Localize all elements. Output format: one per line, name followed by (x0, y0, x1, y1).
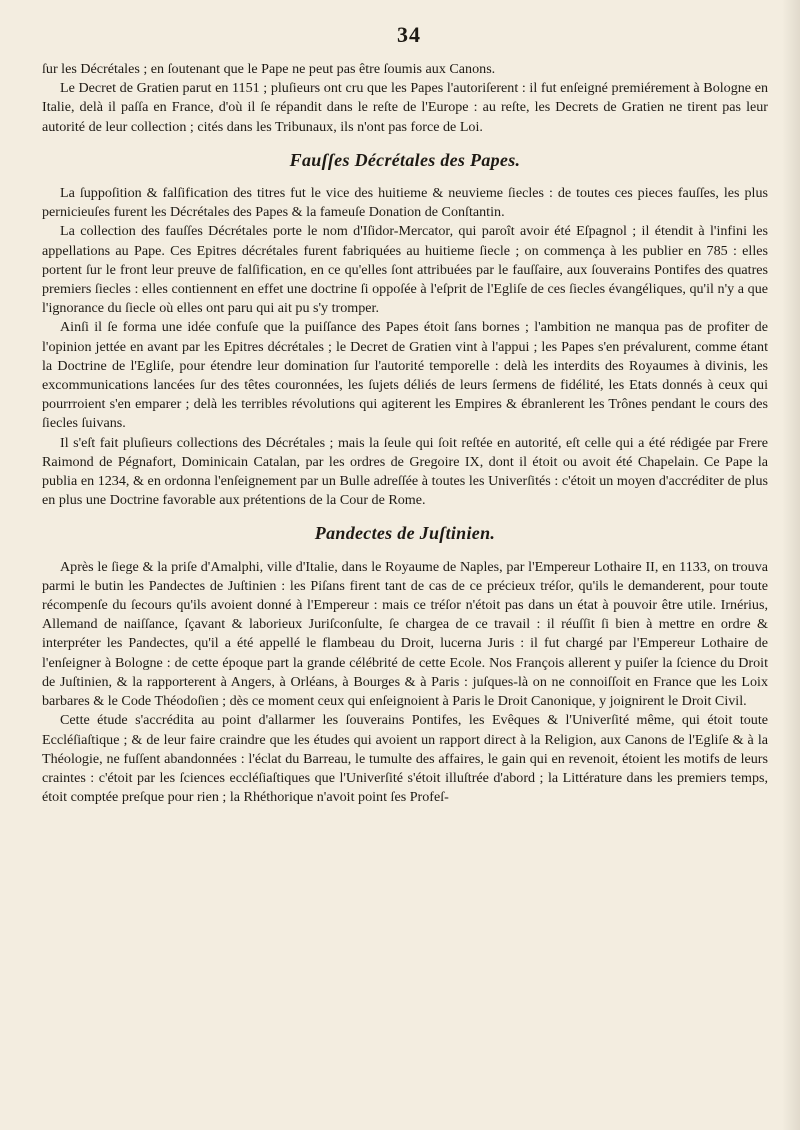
paragraph: ſur les Décrétales ; en ſoutenant que le Pape ne peut pas être ſoumis aux Canons. (42, 61, 496, 77)
paragraph: Ainſi il ſe forma une idée confuſe que la puiſſance des Papes étoit ſans bornes ; l'ambition ne manqua pas de profiter de l'opinion jettée en avant par les Epitres décrétales ; le Decret de Gratien vint à l'appui ; les Papes s'en prévalurent, comme étant la Doctrine de l'Egliſe, pour étendre leur domination ſur l'autorité temporelle : delà les interdits des Royaumes à divinis, les excommunications lancées ſur des têtes couronnées, les ſujets déliés de leurs ſermens de fidélité, les Etats donnés à ceux qui pourrroient s'en emparer ; delà les terribles révolutions qui agiterent les Empires & ébranlerent les Trônes pendant le cours des ſiecles ſuivans. (42, 319, 768, 432)
paragraph: Il s'eſt fait pluſieurs collections des Décrétales ; mais la ſeule qui ſoit reſtée en autorité, eſt celle qui a été rédigée par Frere Raimond de Pégnafort, Dominicain Catalan, par les ordres de Gregoire IX, dont il étoit ou avoit été Chapelain. Ce Pape la publia en 1234, & en ordonna l'enſeignement par un Bulle adreſſée à toutes les Univerſités : c'étoit un moyen d'accréditer de plus en plus une Doctrine favorable aux prétentions de la Cour de Rome. (42, 434, 768, 509)
paragraph: Après le ſiege & la priſe d'Amalphi, ville d'Italie, dans le Royaume de Naples, par l'Empereur Lothaire II, en 1133, on trouva parmi le butin les Pandectes de Juſtinien : les Piſans firent tant de cas de ce précieux tréſor, qu'ils le demanderent, pour toute récompenſe du ſecours qu'ils avoient donné à l'Empereur : mais ce tréſor n'étoit pas dans un état à pouvoir être utile. Irnérius, Allemand de naiſſance, ſçavant & laborieux Juriſconſulte, ſe chargea de ce travail : il réuſſit ſi bien à mettre en ordre & interpréter les Pandectes, qu'il a été appellé le flambeau du Droit, lucerna Juris : il fut chargé par l'Empereur Lothaire de l'enſeigner à Bologne : de cette époque part la grande célébrité de cette Ecole. Nos François allerent y puiſer la ſcience du Droit de Juſtinien, & la rapporterent à Angers, à Orléans, à Bourges & à Paris : juſques-là on ne connoiſſoit en France que les Loix barbares & le Code Théodoſien ; dès ce moment ceux qui enſeignoient à Paris le Droit Canonique, y joignirent le Droit Civil. (42, 558, 768, 710)
page-text (42, 60, 768, 807)
page-edge-shadow (782, 0, 800, 1130)
paragraph: Le Decret de Gratien parut en 1151 ; pluſieurs ont cru que les Papes l'autoriſerent : il fut enſeigné premiérement à Bologne en Italie, delà il paſſa en France, d'où il ſe répandit dans le reſte de l'Europe : au reſte, les Decrets de Gratien ne tirent pas leur autorité de leur collection ; cités dans les Tribunaux, ils n'ont pas force de Loi. (42, 80, 768, 135)
paragraph: La collection des fauſſes Décrétales porte le nom d'Iſidor-Mercator, qui paroît avoir été Eſpagnol ; il étendit à l'infini les appellations au Pape. Ces Epitres décrétales furent fabriquées au huitieme ſiecle ; on commença à les publier en 785 : elles portent ſur le front leur preuve de falſification, en ce qu'elles ſont attribuées par le fauſſaire, aux ſouverains Pontifes des quatres premiers ſiecles : elles contiennent en effet une doctrine ſi oppoſée à l'eſprit de l'Egliſe de ces ſiecles évangéliques, qu'il n'y a que l'ignorance du ſiecle où elles ont paru qui ait pu s'y tromper. (42, 223, 768, 317)
paragraph: Cette étude s'accrédita au point d'allarmer les ſouverains Pontifes, les Evêques & l'Univerſité même, qui étoit toute Eccléſiaſtique ; & de leur faire craindre que les études qui avoient un rapport direct à la Religion, aux Canons de l'Egliſe & à la Théologie, ne fuſſent abandonnées : l'éclat du Barreau, le tumulte des affaires, le gain qui en revenoit, étoient les motifs de leurs craintes : c'étoit par les ſciences eccléſiaſtiques que l'Univerſité s'étoit illuſtrée d'abord ; la Littérature dans les premiers temps, étoit comptée preſque pour rien ; la Rhéthorique n'avoit point ſes Profeſ- (42, 712, 768, 806)
paragraph: La ſuppoſition & falſification des titres fut le vice des huitieme & neuvieme ſiecles : de toutes ces pieces fauſſes, les plus pernicieuſes furent les Décrétales des Papes & la fameuſe Donation de Conſtantin. (42, 185, 768, 221)
page-number: 34 (397, 22, 421, 47)
section-heading: Fauſſes Décrétales des Papes. (289, 149, 521, 170)
section-heading: Pandectes de Juſtinien. (314, 523, 496, 544)
